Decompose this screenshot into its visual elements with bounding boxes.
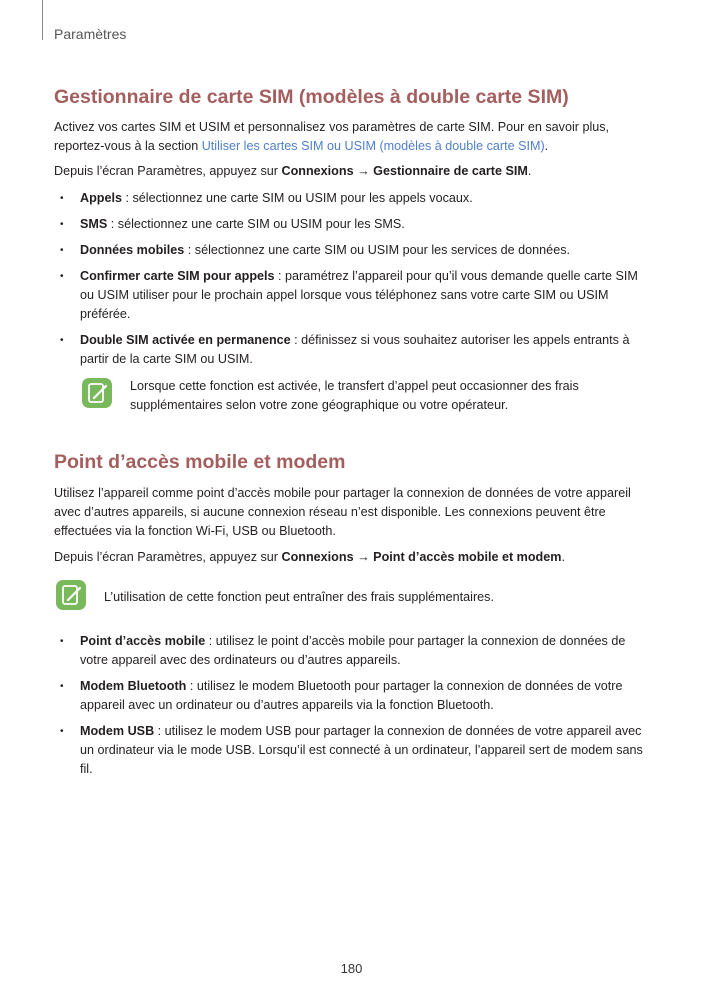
option-desc: : utilisez le modem Bluetooth pour partager la connexion de données de votre appareil avec un ordinateur ou d’autres appareils via la fonction Bluetooth. xyxy=(80,679,623,712)
option-desc: : paramétrez l’appareil pour qu’il vous demande quelle carte SIM ou USIM utiliser pour le prochain appel lorsque vous téléphonez sans votre carte SIM ou USIM préférée. xyxy=(80,269,638,321)
list-item xyxy=(54,677,654,715)
path-end: . xyxy=(527,164,532,178)
option-term: Confirmer carte SIM pour appels xyxy=(80,269,275,283)
option-term: Point d’accès mobile xyxy=(80,634,206,648)
section-title-sim-manager: Gestionnaire de carte SIM (modèles à double carte SIM) xyxy=(54,86,569,108)
list-item xyxy=(54,215,654,234)
list-item xyxy=(54,722,654,779)
option-term: Données mobiles xyxy=(80,243,185,257)
hotspot-intro: Utilisez l’appareil comme point d’accès mobile pour partager la connexion de données de votre appareil avec d’autres appareils, si aucune connexion réseau n’est disponible. Les connexions peuvent être effectuées via la fonction Wi-Fi, USB ou Bluetooth. xyxy=(54,486,631,538)
path-target: Gestionnaire de carte SIM xyxy=(373,164,528,178)
list-item xyxy=(54,331,654,369)
dual-sim-link[interactable]: Utiliser les cartes SIM ou USIM (modèles à double carte SIM) xyxy=(201,139,545,153)
section-title-hotspot: Point d’accès mobile et modem xyxy=(54,451,346,473)
path-connexions: Connexions xyxy=(281,164,354,178)
note-extra-charges: L’utilisation de cette fonction peut entraîner des frais supplémentaires. xyxy=(104,590,494,604)
option-desc: : utilisez le point d’accès mobile pour partager la connexion de données de votre appareil avec des ordinateurs ou d’autres appareils. xyxy=(80,634,626,667)
intro-end: . xyxy=(544,139,549,153)
list-item xyxy=(54,632,654,670)
note-icon xyxy=(56,580,86,610)
option-term: Double SIM activée en permanence xyxy=(80,333,291,347)
intro-text: Activez vos cartes SIM et USIM et personnalisez vos paramètres de carte SIM. Pour en savoir plus, reportez-vous à la section xyxy=(54,120,610,153)
header-title: Paramètres xyxy=(54,26,127,42)
path-prefix: Depuis l’écran Paramètres, appuyez sur xyxy=(54,550,282,564)
path-arrow: → xyxy=(353,550,374,564)
path-arrow: → xyxy=(353,164,374,178)
option-desc: : définissez si vous souhaitez autoriser les appels entrants à partir de la carte SIM ou USIM. xyxy=(80,333,630,366)
option-desc: : utilisez le modem USB pour partager la connexion de données de votre appareil avec un ordinateur via le mode USB. Lorsqu’il est connecté à un ordinateur, l’appareil sert de modem sans fil. xyxy=(80,724,643,776)
note-call-forwarding: Lorsque cette fonction est activée, le transfert d’appel peut occasionner des frais supplémentaires selon votre zone géographique ou votre opérateur. xyxy=(130,379,579,412)
path-end: . xyxy=(561,550,565,564)
sim-manager-path xyxy=(54,162,654,181)
option-term: Appels xyxy=(80,191,122,205)
header-divider xyxy=(42,0,43,40)
option-term: Modem Bluetooth xyxy=(80,679,187,693)
list-item xyxy=(54,267,654,324)
page-number: 180 xyxy=(340,961,363,976)
path-target: Point d’accès mobile et modem xyxy=(373,550,562,564)
hotspot-options xyxy=(54,632,654,786)
option-term: SMS xyxy=(80,217,108,231)
path-connexions: Connexions xyxy=(281,550,354,564)
hotspot-path xyxy=(54,548,654,567)
list-item xyxy=(54,241,654,260)
option-term: Modem USB xyxy=(80,724,155,738)
option-desc: : sélectionnez une carte SIM ou USIM pour les SMS. xyxy=(107,217,405,231)
option-desc: : sélectionnez une carte SIM ou USIM pour les services de données. xyxy=(184,243,570,257)
option-desc: : sélectionnez une carte SIM ou USIM pour les appels vocaux. xyxy=(122,191,473,205)
note-icon xyxy=(82,378,112,408)
list-item xyxy=(54,189,654,208)
path-prefix: Depuis l’écran Paramètres, appuyez sur xyxy=(54,164,282,178)
sim-manager-options xyxy=(54,189,654,376)
sim-manager-intro xyxy=(54,118,654,156)
